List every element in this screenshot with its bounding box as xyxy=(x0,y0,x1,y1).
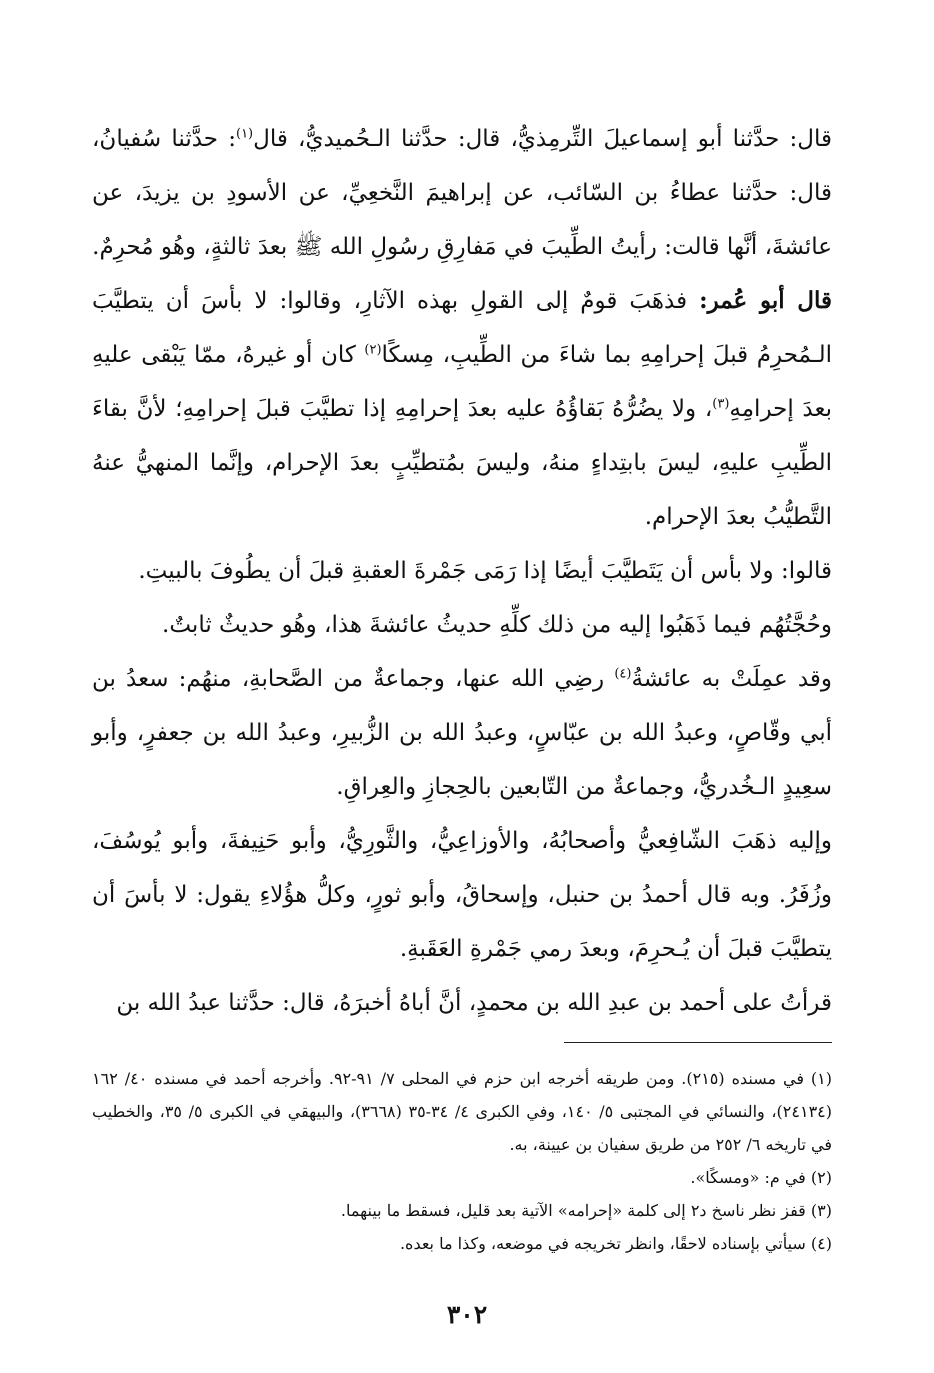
footnote-divider xyxy=(564,1042,832,1043)
page-number: ٣٠٢ xyxy=(446,1300,488,1329)
footnotes xyxy=(92,1062,832,1260)
footnote-ref-2[interactable]: (٢) xyxy=(364,342,382,358)
paragraph-text: وقد عمِلَتْ به عائشةُ xyxy=(631,666,833,692)
paragraph-3 xyxy=(92,544,832,598)
footnote-ref-3[interactable]: (٣) xyxy=(712,396,730,412)
paragraph-text: كان أو غيرهُ، ممّا يَبْقى عليهِ بعدَ إحرامِهِ xyxy=(92,342,832,422)
paragraph-text: قرأتُ على أحمد بن عبدِ الله بن محمدٍ، أنَّ أباهُ أخبرَهُ، قال: حدَّثنا عبدُ الله بن xyxy=(116,990,832,1016)
main-text xyxy=(92,112,832,1030)
paragraph-6 xyxy=(92,814,832,976)
footnote-2: (٢) في م: «ومسكًا». xyxy=(690,1168,832,1187)
paragraph-4 xyxy=(92,598,832,652)
footnote-4: (٤) سيأتي بإسناده لاحقًا، وانظر تخريجه في موضعه، وكذا ما بعده. xyxy=(399,1234,832,1253)
paragraph-text: : حدَّثنا سُفيانُ، قال: حدَّثنا عطاءُ بن السّائب، عن إبراهيمَ النَّخعِيِّ، عن الأسودِ بن يزيدَ، عن عائشةَ، أنَّها قالت: رأيتُ الطِّيبَ في مَفارِقِ رسُولِ الله ﷺ بعدَ ثالثةٍ، وهُو مُحرِمٌ. xyxy=(92,126,832,260)
paragraph-text: فذهَبَ قومٌ إلى القولِ بهذه الآثارِ، وقالوا: لا بأسَ أن يتطيَّبَ الـمُحرِمُ قبلَ إحرامِهِ بما شاءَ من الطِّيبِ، مِسكًا xyxy=(92,288,832,368)
paragraph-2 xyxy=(92,274,832,544)
footnote-3: (٣) قفز نظر ناسخ د٢ إلى كلمة «إحرامه» الآتية بعد قليل، فسقط ما بينهما. xyxy=(340,1201,832,1220)
footnote-1: (١) في مسنده (٢١٥). ومن طريقه أخرجه ابن حزم في المحلى ٧/ ٩١-٩٢. وأخرجه أحمد في مسنده ٤٠/ ١٦٢ (٢٤١٣٤)، والنسائي في المجتبى ٥/ ١٤٠، وفي الكبرى ٤/ ٣٤-٣٥ (٣٦٦٨)، والبيهقي في الكبرى ٥/ ٣٥، والخطيب في تاريخه ٦/ ٢٥٢ من طريق سفيان بن عيينة، به. xyxy=(92,1069,833,1154)
paragraph-lead: قال أبو عُمر: xyxy=(699,287,832,314)
paragraph-text: وحُجَّتُهُم فيما ذَهَبُوا إليه من ذلك كلِّهِ حديثُ عائشةَ هذا، وهُو حديثٌ ثابتٌ. xyxy=(162,612,832,638)
paragraph-text: قال: حدَّثنا أبو إسماعيلَ التِّرمِذيُّ، قال: حدَّثنا الـحُميديُّ، قال xyxy=(253,126,832,152)
paragraph-text: ، ولا يضُرُّهُ بَقاؤُهُ عليه بعدَ إحرامِهِ إذا تطيَّبَ قبلَ إحرامِهِ؛ لأنَّ بقاءَ الطِّيبِ عليهِ، ليسَ بابتِداءٍ منهُ، وليسَ بمُتطيِّبٍ بعدَ الإحرام، وإنَّما المنهيُّ عنهُ التَّطيُّبُ بعدَ الإحرام. xyxy=(92,396,832,530)
paragraph-text: قالوا: ولا بأس أن يَتَطيَّبَ أيضًا إذا رَمَى جَمْرةَ العقبةِ قبلَ أن يطُوفَ بالبيتِ. xyxy=(138,558,832,584)
paragraph-5 xyxy=(92,652,832,814)
paragraph-7 xyxy=(92,976,832,1030)
paragraph-text: رضِي الله عنها، وجماعةٌ من الصَّحابةِ، منهُم: سعدُ بن أبي وقّاصٍ، وعبدُ الله بن عبّاسٍ، وعبدُ الله بن الزُّبيرِ، وعبدُ الله بن جعفرٍ، وأبو سعِيدٍ الـخُدريُّ، وجماعةٌ من التّابعين بالحِجازِ والعِراقِ. xyxy=(92,666,832,800)
footnote-ref-1[interactable]: (١) xyxy=(235,126,254,142)
paragraph-1 xyxy=(92,112,832,274)
paragraph-text: وإليه ذهَبَ الشّافِعيُّ وأصحابُهُ، والأوزاعِيُّ، والثَّورِيُّ، وأبو حَنِيفةَ، وأبو يُوسُفَ، وزُفَرُ. وبه قال أحمدُ بن حنبل، وإسحاقُ، وأبو ثورٍ، وكلُّ هؤُلاءِ يقول: لا بأسَ أن يتطيَّبَ قبلَ أن يُـحرِمَ، وبعدَ رمي جَمْرةِ العَقَبةِ. xyxy=(92,828,832,962)
footnote-ref-4[interactable]: (٤) xyxy=(614,666,632,682)
